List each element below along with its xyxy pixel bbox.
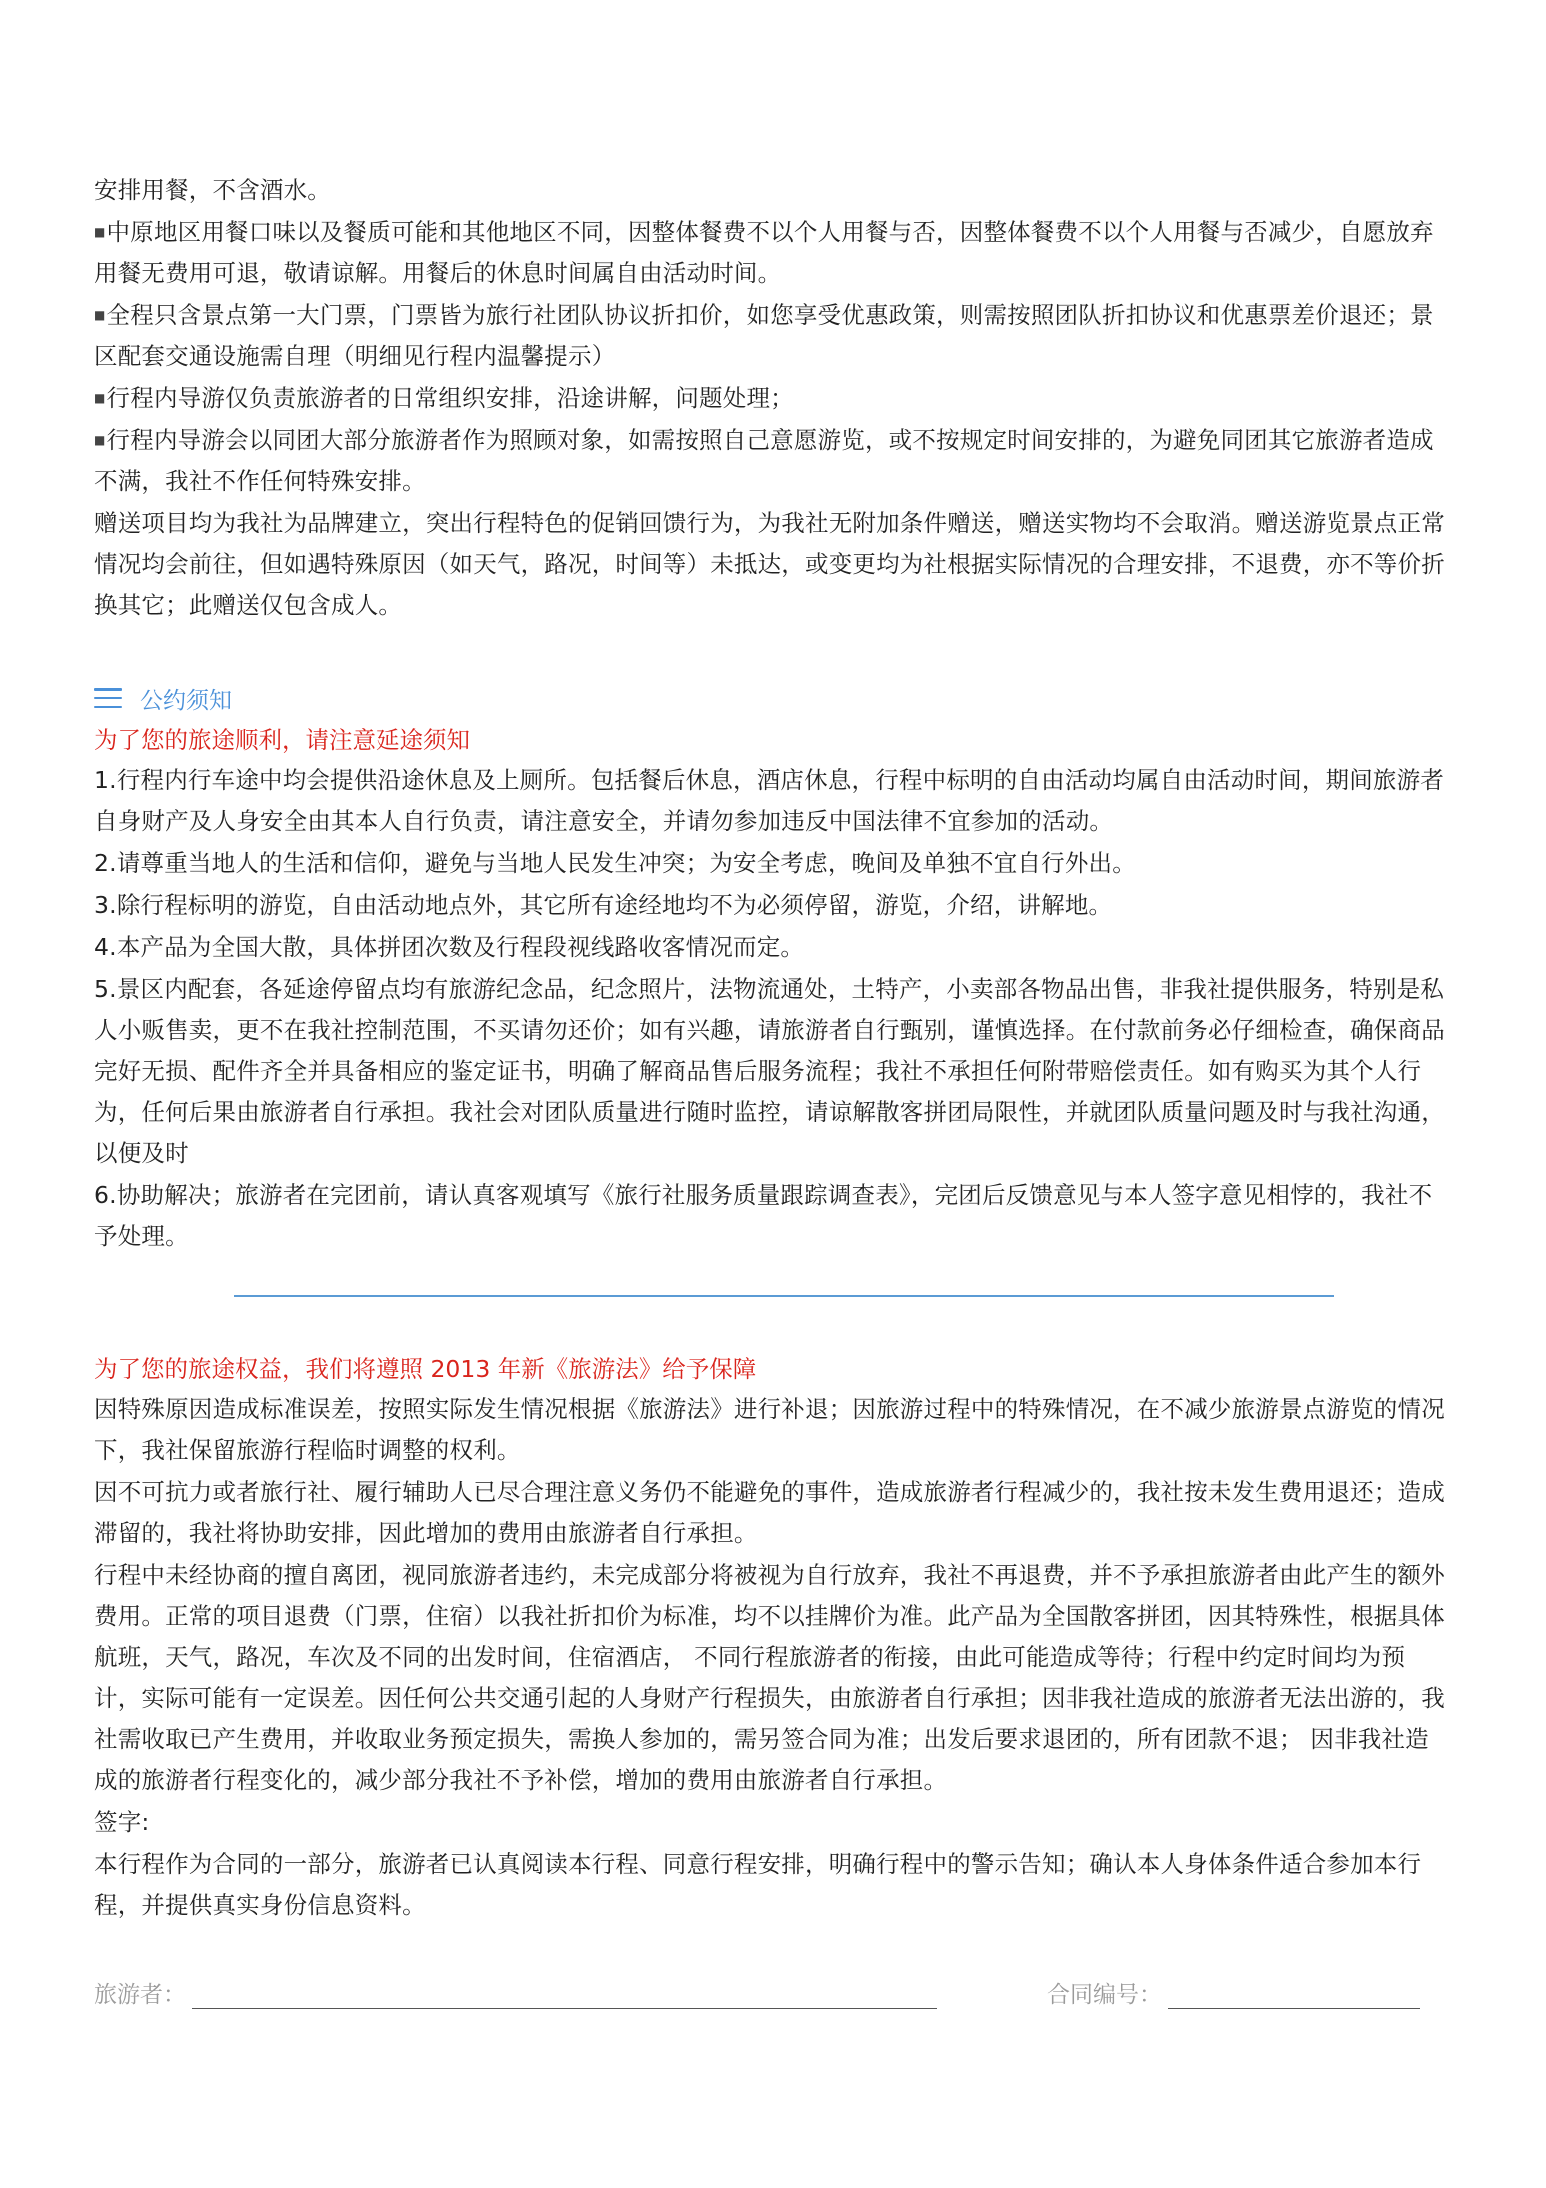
notice-item-2: 2.请尊重当地人的生活和信仰，避免与当地人民发生冲突；为安全考虑，晚间及单独不宜自行外出。 <box>94 849 1136 877</box>
section-title: 公约须知 <box>140 687 232 714</box>
notice-item-1: 1.行程内行车途中均会提供沿途休息及上厕所。包括餐后休息，酒店休息，行程中标明的自由活动均属自由活动时间，期间旅游者自身财产及人身安全由其本人自行负责，请注意安全，并请勿参加违反中国法律不宜参加的活动。 <box>94 766 1445 835</box>
notice-item-4: 4.本产品为全国大散，具体拼团次数及行程段视线路收客情况而定。 <box>94 933 805 961</box>
intro-paragraph-4: ■ 行程内导游会以同团大部分旅游者作为照顾对象，如需按照自己意愿游览，或不按规定时间安排的，为避免同团其它旅游者造成不满，我社不作任何特殊安排。 <box>94 420 1446 502</box>
contract-number-label: 合同编号： <box>1047 1982 1162 2008</box>
menu-icon <box>94 688 122 708</box>
intro-paragraph-2: ■ 全程只含景点第一大门票，门票皆为旅行社团队协议折扣价，如您享受优惠政策，则需按照团队折扣协议和优惠票差价退还；景区配套交通设施需自理（明细见行程内温馨提示） <box>94 295 1446 377</box>
notice-item-5: 5.景区内配套，各延途停留点均有旅游纪念品，纪念照片，法物流通处，土特产，小卖部各物品出售，非我社提供服务，特别是私人小贩售卖，更不在我社控制范围，不买请勿还价；如有兴趣，请旅游者自行甄别，谨慎选择。在付款前务必仔细检查，确保商品完好无损、配件齐全并具备相应的鉴定证书，明确了解商品售后服务流程；我社不承担任何附带赔偿责任。如有购买为其个人行为，任何后果由旅游者自行承担。我社会对团队质量进行随时监控，请谅解散客拼团局限性，并就团队质量问题及时与我社沟通，以便及时 <box>94 975 1445 1167</box>
notice-item-3: 3.除行程标明的游览，自由活动地点外，其它所有途经地均不为必须停留，游览，介绍，讲解地。 <box>94 891 1113 919</box>
law-paragraph-4: 本行程作为合同的一部分，旅游者已认真阅读本行程、同意行程安排，明确行程中的警示告知；确认本人身体条件适合参加本行程，并提供真实身份信息资料。 <box>94 1850 1422 1919</box>
traveler-signature-field[interactable] <box>192 1982 937 2009</box>
intro-paragraph-3: ■ 行程内导游仅负责旅游者的日常组织安排，沿途讲解，问题处理； <box>94 378 1446 419</box>
sign-label: 签字: <box>94 1808 150 1836</box>
contract-number-field[interactable] <box>1168 1982 1420 2009</box>
section-divider <box>234 1295 1334 1297</box>
intro-paragraph-1: ■ 中原地区用餐口味以及餐质可能和其他地区不同，因整体餐费不以个人用餐与否，因整体餐费不以个人用餐与否减少，自愿放弃用餐无费用可退，敬请谅解。用餐后的休息时间属自由活动时间。 <box>94 212 1446 294</box>
traveler-label: 旅游者： <box>94 1982 186 2008</box>
law-paragraph-1: 因特殊原因造成标准误差，按照实际发生情况根据《旅游法》进行补退；因旅游过程中的特殊情况，在不减少旅游景点游览的情况下，我社保留旅游行程临时调整的权利。 <box>94 1395 1445 1464</box>
law-paragraph-2: 因不可抗力或者旅行社、履行辅助人已尽合理注意义务仍不能避免的事件，造成旅游者行程减少的，我社按未发生费用退还；造成滞留的，我社将协助安排，因此增加的费用由旅游者自行承担。 <box>94 1478 1445 1547</box>
law-subtitle: 为了您的旅途权益，我们将遵照 2013 年新《旅游法》给予保障 <box>94 1355 757 1383</box>
section-header <box>94 676 1446 720</box>
section-subtitle: 为了您的旅途顺利，请注意延途须知 <box>94 726 470 754</box>
notice-item-6: 6.协助解决；旅游者在完团前，请认真客观填写《旅行社服务质量跟踪调查表》，完团后反馈意见与本人签字意见相悖的，我社不予处理。 <box>94 1181 1433 1250</box>
law-paragraph-3: 行程中未经协商的擅自离团，视同旅游者违约，未完成部分将被视为自行放弃，我社不再退费，并不予承担旅游者由此产生的额外费用。正常的项目退费（门票，住宿）以我社折扣价为标准，均不以挂牌价为准。此产品为全国散客拼团，因其特殊性，根据具体航班，天气，路况，车次及不同的出发时间，住宿酒店， 不同行程旅游者的衔接，由此可能造成等待；行程中约定时间均为预计，实际可能有一定误差。因任何公共交通引起的人身财产行程损失，由旅游者自行承担；因非我社造成的旅游者无法出游的，我社需收取已产生费用，并收取业务预定损失，需换人参加的，需另签合同为准；出发后要求退团的，所有团款不退； 因非我社造成的旅游者行程变化的，减少部分我社不予补偿，增加的费用由旅游者自行承担。 <box>94 1561 1445 1794</box>
intro-paragraph-5: 赠送项目均为我社为品牌建立，突出行程特色的促销回馈行为，为我社无附加条件赠送，赠送实物均不会取消。赠送游览景点正常情况均会前往，但如遇特殊原因（如天气，路况，时间等）未抵达，或变更均为社根据实际情况的合理安排，不退费，亦不等价折换其它；此赠送仅包含成人。 <box>94 509 1445 619</box>
signature-row <box>94 1976 1446 2009</box>
intro-paragraph-0: 安排用餐，不含酒水。 <box>94 176 331 204</box>
